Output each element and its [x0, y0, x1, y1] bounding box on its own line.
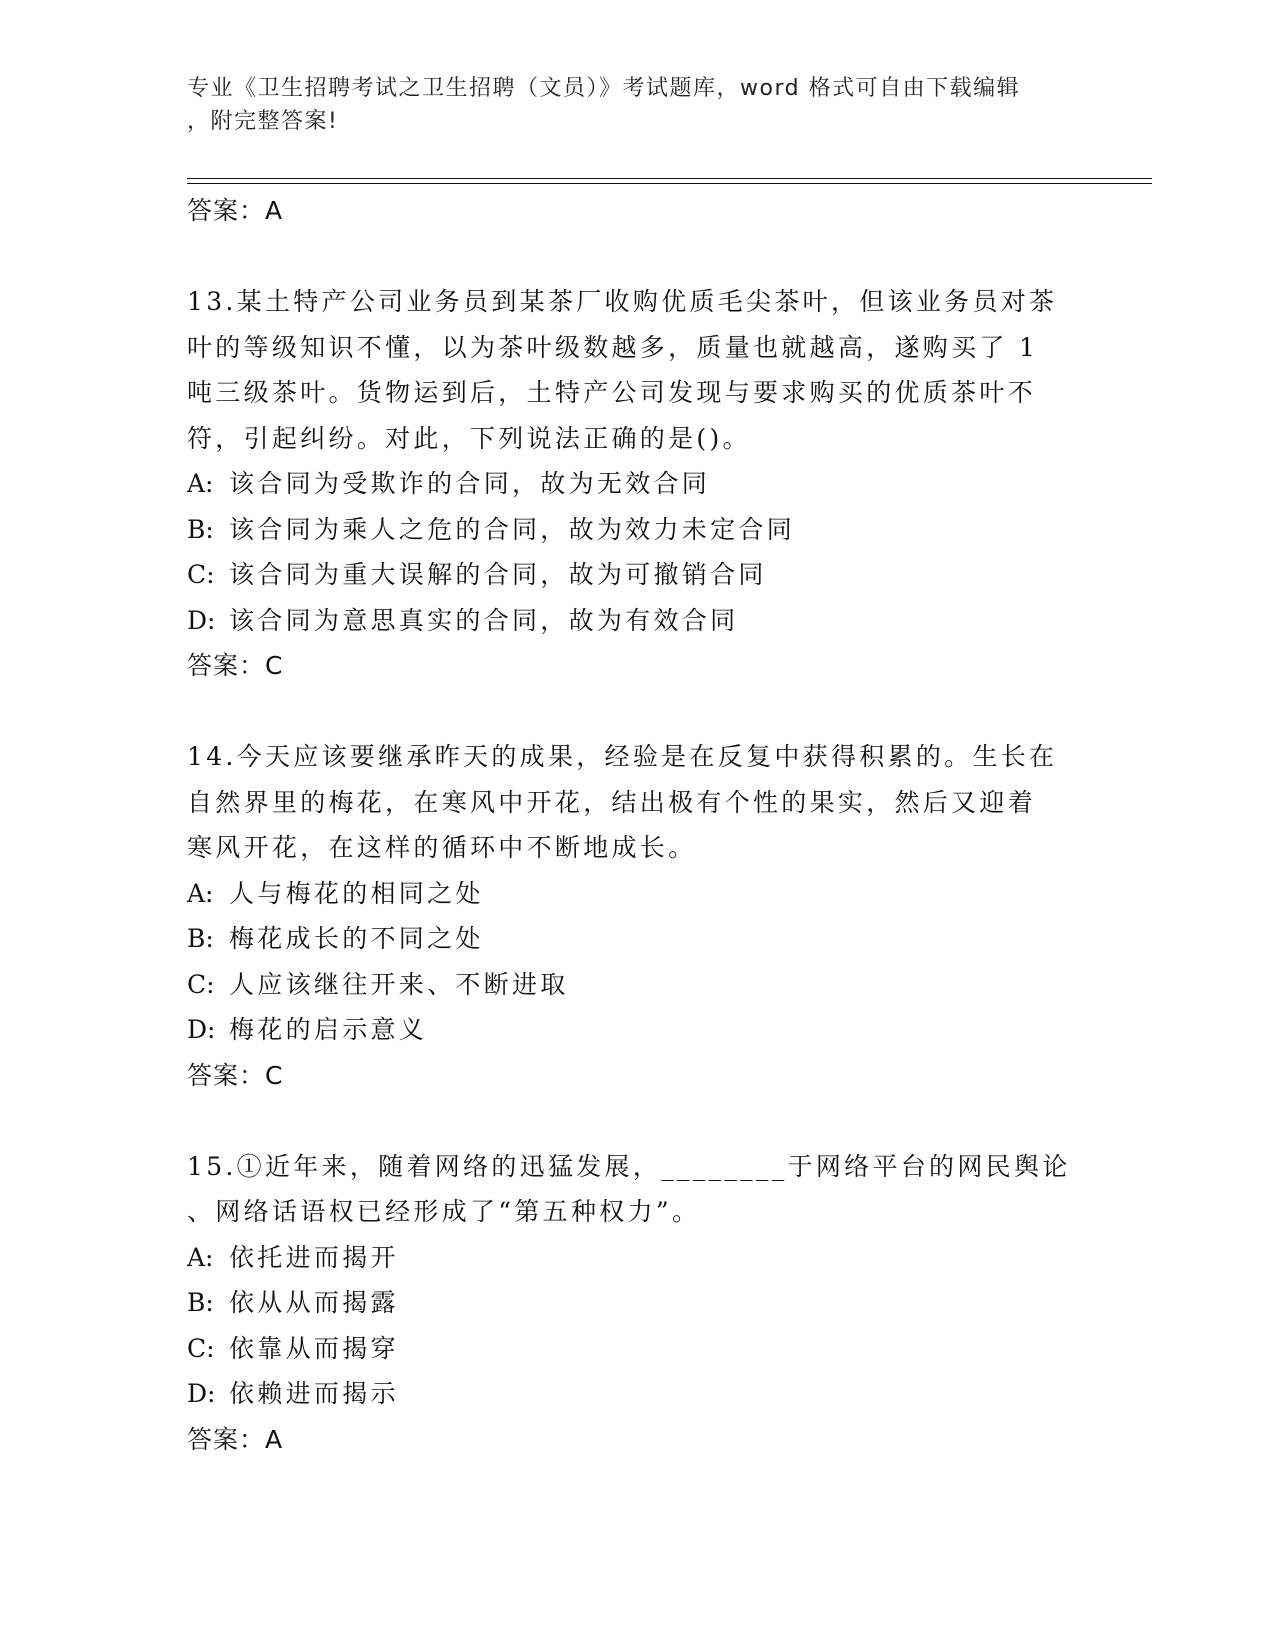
option-text: 梅花的启示意义 — [229, 1015, 428, 1044]
answer-line: 答案：A — [187, 1424, 284, 1454]
option-a — [187, 461, 1087, 507]
header-line-1: 专业《卫生招聘考试之卫生招聘（文员）》考试题库，word 格式可自由下载编辑 — [187, 76, 1021, 101]
header-divider-bottom — [187, 183, 1152, 184]
spacer — [187, 233, 1087, 279]
option-c — [187, 552, 1087, 598]
option-letter: D: — [187, 1379, 216, 1408]
stem-line: 符，引起纠纷。对此，下列说法正确的是()。 — [187, 423, 751, 453]
option-text: 该合同为重大误解的合同，故为可撤销合同 — [229, 560, 767, 589]
option-letter: B: — [187, 924, 214, 953]
stem-line: 15.①近年来，随着网络的迅猛发展，________于网络平台的网民舆论 — [187, 1151, 1071, 1181]
option-letter: B: — [187, 514, 214, 544]
answer-line: 答案：C — [187, 651, 284, 680]
option-a — [187, 871, 1087, 917]
option-b — [187, 1280, 1087, 1326]
stem-line: 吨三级茶叶。货物运到后，土特产公司发现与要求购买的优质茶叶不 — [187, 378, 1037, 407]
option-text: 该合同为意思真实的合同，故为有效合同 — [229, 605, 739, 635]
option-d — [187, 1371, 1087, 1417]
option-text: 该合同为受欺诈的合同，故为无效合同 — [229, 469, 711, 498]
option-d — [187, 1007, 1087, 1053]
option-c — [187, 1326, 1087, 1372]
option-text: 依从从而揭露 — [229, 1288, 399, 1317]
option-text: 梅花成长的不同之处 — [229, 924, 484, 953]
stem-line: 14.今天应该要继承昨天的成果，经验是在反复中获得积累的。生长在 — [187, 742, 1058, 771]
spacer — [187, 688, 1087, 734]
question-stem — [187, 734, 1087, 871]
option-text: 该合同为乘人之危的合同，故为效力未定合同 — [229, 514, 796, 544]
spacer — [187, 1098, 1087, 1144]
header-line-2: ，附完整答案! — [187, 109, 339, 134]
option-letter: C: — [187, 969, 215, 999]
option-b — [187, 916, 1087, 962]
option-text: 人与梅花的相同之处 — [229, 878, 484, 908]
page-header — [187, 72, 1087, 138]
header-divider-top — [187, 178, 1152, 179]
option-text: 依靠从而揭穿 — [229, 1333, 399, 1363]
option-text: 依赖进而揭示 — [229, 1379, 399, 1408]
stem-line: 叶的等级知识不懂，以为茶叶级数越多，质量也就越高，遂购买了 1 — [187, 332, 1039, 362]
option-letter: C: — [187, 1333, 215, 1363]
option-a — [187, 1235, 1087, 1281]
question-stem — [187, 279, 1087, 461]
option-letter: D: — [187, 605, 216, 635]
question-block — [187, 1144, 1087, 1462]
option-text: 人应该继往开来、不断进取 — [229, 969, 569, 999]
question-block — [187, 279, 1087, 688]
stem-line: 寒风开花，在这样的循环中不断地成长。 — [187, 833, 697, 862]
option-text: 依托进而揭开 — [229, 1242, 399, 1272]
option-letter: D: — [187, 1015, 216, 1044]
option-letter: A: — [187, 1242, 214, 1272]
answer-line: 答案：C — [187, 1060, 284, 1090]
option-letter: C: — [187, 560, 215, 589]
question-stem — [187, 1144, 1087, 1235]
stem-line: 自然界里的梅花，在寒风中开花，结出极有个性的果实，然后又迎着 — [187, 787, 1037, 817]
option-b — [187, 507, 1087, 553]
option-c — [187, 962, 1087, 1008]
stem-line: 13.某土特产公司业务员到某茶厂收购优质毛尖茶叶，但该业务员对茶 — [187, 287, 1058, 316]
question-block — [187, 734, 1087, 1098]
previous-answer: 答案：A — [187, 196, 284, 225]
question-list — [187, 188, 1087, 1462]
option-letter: B: — [187, 1288, 214, 1317]
option-letter: A: — [187, 469, 214, 498]
option-d — [187, 598, 1087, 644]
option-letter: A: — [187, 878, 214, 908]
stem-line: 、网络话语权已经形成了“第五种权力”。 — [187, 1197, 701, 1226]
